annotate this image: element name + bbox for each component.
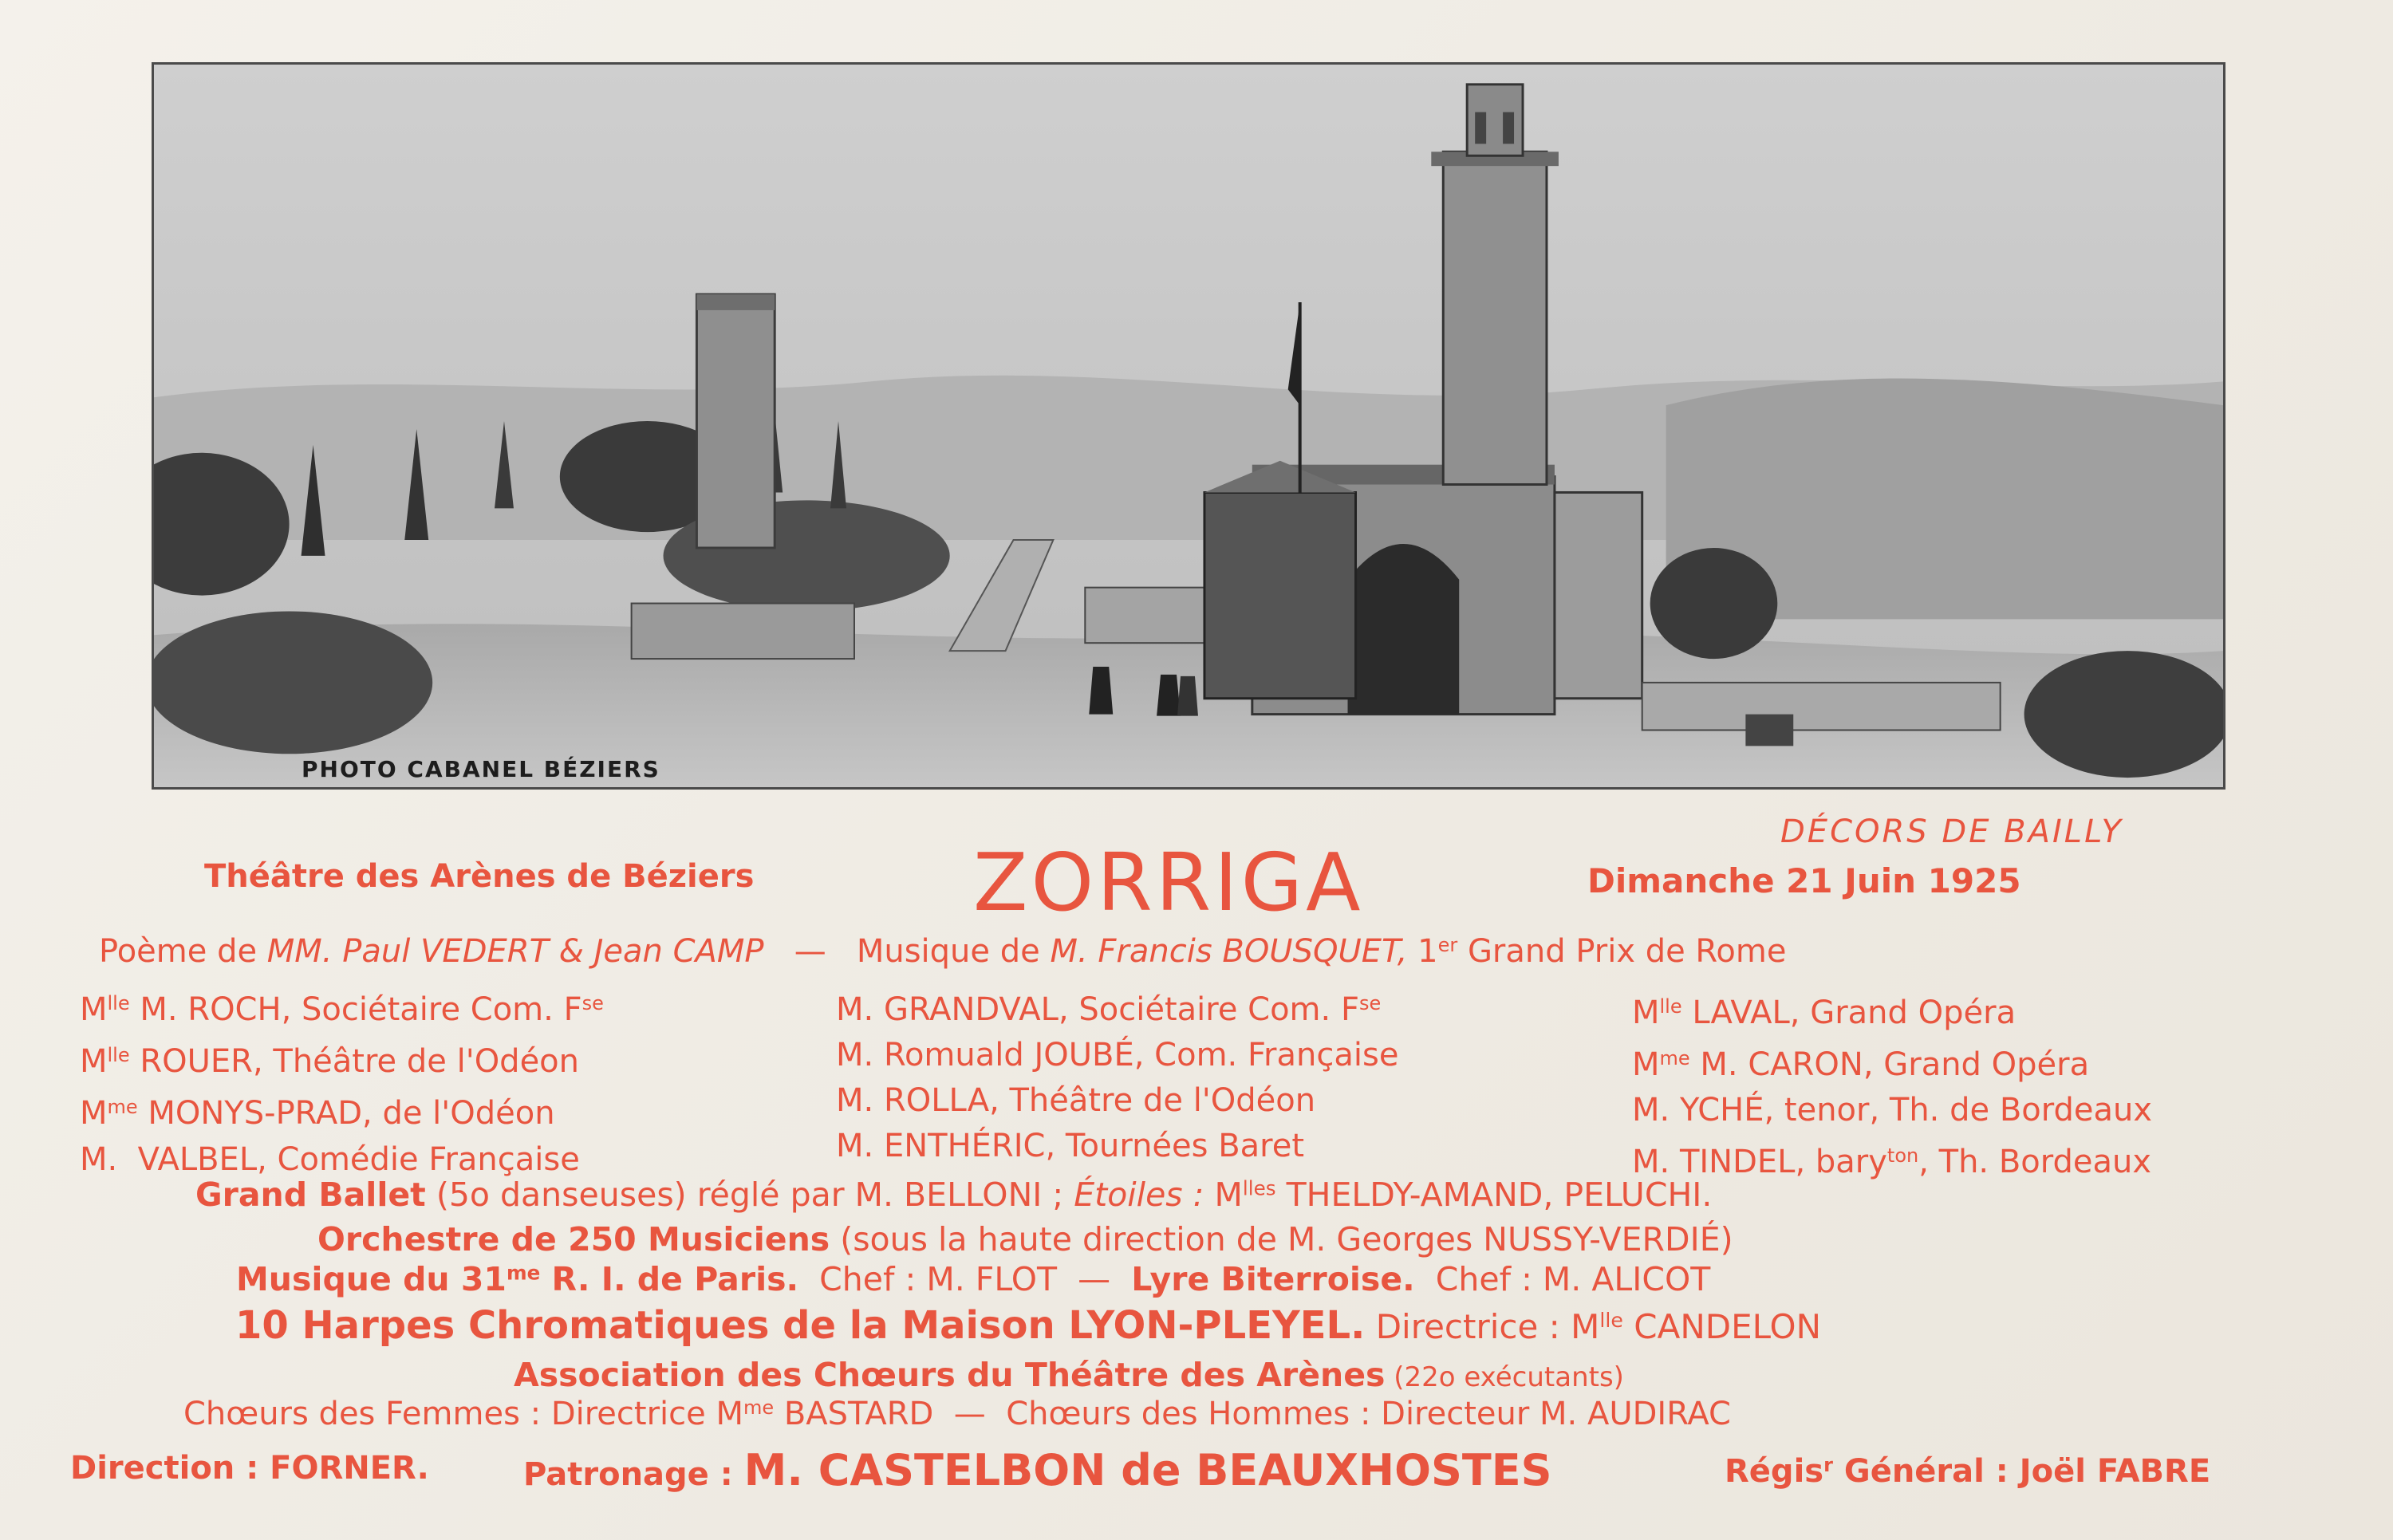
cast-entry: $M^{me}$ M. CARON, Grand Opéra <box>1632 1046 2090 1084</box>
engraving-illustration <box>152 62 2225 790</box>
cast-entry: M. TINDEL, bary$^{ton}$, Th. Bordeaux <box>1632 1144 2152 1181</box>
cast-entry: M. ROLLA, Théâtre de l'Odéon <box>836 1082 1316 1120</box>
choir-association-line: Association des Chœurs du Théâtre des Arènes (22o exécutants) <box>514 1356 1624 1394</box>
ballet-line: Grand Ballet (5o danseuses) réglé par M. BELLONI ; Étoiles : $M^{lles}$ THELDY-AMAND, PELUCHI. <box>195 1176 1713 1214</box>
cast-entry: M. Romuald JOUBÉ, Com. Française <box>836 1037 1399 1074</box>
orchestra-line: Orchestre de 250 Musiciens (sous la haute direction de M. Georges NUSSY-VERDIÉ) <box>317 1220 1733 1258</box>
cast-entry: M. YCHÉ, tenor, Th. de Bordeaux <box>1632 1092 2153 1129</box>
landscape-scene <box>154 65 2223 787</box>
photo-credit: PHOTO CABANEL BÉZIERS <box>302 756 660 782</box>
direction-line: Direction : FORNER. <box>70 1450 429 1487</box>
poem-authors: MM. Paul VEDERT & Jean CAMP <box>266 933 764 970</box>
decors-credit: DÉCORS DE BAILLY <box>1780 813 2123 850</box>
cast-entry: $M^{me}$ MONYS-PRAD, de l'Odéon <box>80 1095 555 1132</box>
venue-name: Théâtre des Arènes de Béziers <box>204 858 755 895</box>
composer: M. Francis BOUSQUET, <box>1050 933 1408 970</box>
page-title: ZORRIGA <box>973 836 1364 929</box>
cast-column-1 <box>80 981 604 1183</box>
harps-line: 10 Harpes Chromatiques de la Maison LYON-PLEYEL. Directrice : $M^{lle}$ CANDELON <box>235 1303 1822 1348</box>
event-date: Dimanche 21 Juin 1925 <box>1587 861 2021 900</box>
cast-entry: M. ENTHÉRIC, Tournées Baret <box>836 1128 1305 1165</box>
cast-entry: $M^{lle}$ LAVAL, Grand Opéra <box>1632 995 2017 1032</box>
cast-column-2 <box>836 981 1398 1169</box>
patronage-line: Patronage : M. CASTELBON de BEAUXHOSTES <box>523 1445 1552 1495</box>
authors-line: Poème de MM. Paul VEDERT & Jean CAMP — Musique de M. Francis BOUSQUET, 1er Grand Prix de Rome <box>99 933 1787 970</box>
cast-entry: M. GRANDVAL, Sociétaire Com. $F^{se}$ <box>836 991 1382 1029</box>
cast-entry: $M^{lle}$ ROUER, Théâtre de l'Odéon <box>80 1043 580 1081</box>
cast-entry: M. VALBEL, Comédie Française <box>80 1140 580 1178</box>
cast-column-3 <box>1632 984 2152 1186</box>
choirs-line: Chœurs des Femmes : Directrice $M^{me}$ BASTARD — Chœurs des Hommes : Directeur M. AUDIRAC <box>183 1396 1731 1432</box>
stage-manager-line: Régis$^r$ Général : Joël FABRE <box>1725 1453 2211 1490</box>
cast-entry: $M^{lle}$ M. ROCH, Sociétaire Com. $F^{se}$ <box>80 991 604 1029</box>
military-music-line: Musique du $31^{me}$ R. I. de Paris. Chef : M. FLOT — Lyre Biterroise. Chef : M. ALICOT <box>236 1260 1711 1298</box>
